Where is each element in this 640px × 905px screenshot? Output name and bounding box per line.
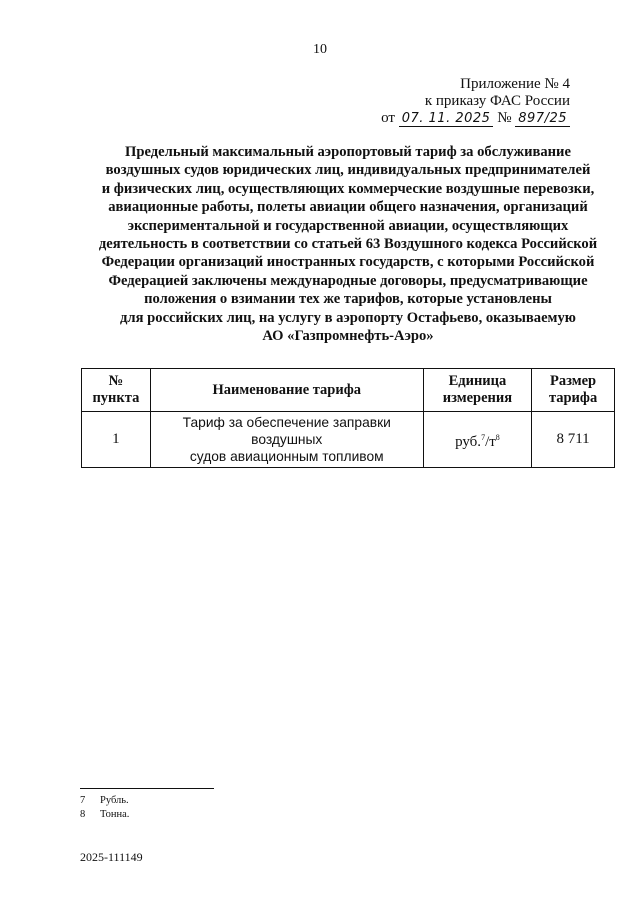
unit-main: руб. bbox=[455, 433, 482, 450]
footnote-item bbox=[80, 808, 129, 822]
row-unit bbox=[423, 412, 531, 468]
unit-separator: /т bbox=[485, 433, 496, 450]
title-line: Федерацией заключены международные договоры, предусматривающие bbox=[108, 272, 588, 289]
header-number-word: пункта bbox=[92, 390, 140, 406]
footnote-number: 7 bbox=[80, 795, 86, 806]
footnote-item bbox=[80, 794, 129, 808]
from-label: от bbox=[381, 110, 395, 126]
title-line: воздушных судов юридических лиц, индивидуальных предпринимателей bbox=[105, 162, 591, 179]
title-line: Федерации организаций иностранных государств, с которыми Российской bbox=[101, 254, 595, 271]
number-label: № bbox=[497, 110, 512, 126]
header-tariff-name: Наименование тарифа bbox=[150, 369, 423, 412]
appendix-order-ref: к приказу ФАС России bbox=[424, 93, 570, 109]
title-line: Предельный максимальный аэропортовый тариф за обслуживание bbox=[125, 144, 571, 160]
header-size-line2: тарифа bbox=[548, 390, 598, 406]
document-title bbox=[80, 143, 616, 345]
page-number: 10 bbox=[313, 42, 327, 57]
header-size bbox=[532, 369, 615, 412]
header-unit bbox=[423, 369, 531, 412]
title-line: для российских лиц, на услугу в аэропорту Остафьево, оказываемую bbox=[120, 309, 576, 326]
header-number-symbol: № bbox=[108, 373, 124, 389]
title-line: авиационные работы, полеты авиации общего назначения, организаций bbox=[108, 199, 588, 216]
footnote-text: Рубль. bbox=[100, 795, 129, 806]
order-number-handwritten: 897/25 bbox=[515, 111, 570, 127]
row-tariff-name-line2: судов авиационным топливом bbox=[189, 449, 384, 464]
row-tariff-name bbox=[150, 412, 423, 468]
tariff-table bbox=[81, 368, 615, 468]
unit-footnote-ref-7: 7 bbox=[481, 432, 486, 442]
document-code: 2025-111149 bbox=[80, 850, 143, 864]
title-line: экспериментальной и государственной авиации, осуществляющих bbox=[127, 217, 569, 234]
header-size-line1: Размер bbox=[550, 373, 597, 389]
unit-footnote-ref-8: 8 bbox=[495, 432, 500, 442]
header-unit-line2: измерения bbox=[442, 390, 513, 406]
footnote-number: 8 bbox=[80, 809, 86, 820]
title-line: АО «Газпромнефть-Аэро» bbox=[262, 328, 434, 345]
footnotes bbox=[80, 794, 129, 822]
row-tariff-name-line1: Тариф за обеспечение заправки воздушных bbox=[182, 415, 391, 447]
appendix-title: Приложение № 4 bbox=[460, 76, 570, 92]
table-header-row bbox=[82, 369, 615, 412]
appendix-order-line bbox=[381, 110, 570, 127]
row-tariff-value: 8 711 bbox=[532, 412, 615, 468]
order-date-handwritten: 07. 11. 2025 bbox=[399, 111, 494, 127]
footnote-divider bbox=[80, 788, 214, 789]
header-number bbox=[82, 369, 151, 412]
footnote-text: Тонна. bbox=[100, 809, 130, 820]
title-line: деятельность в соответствии со статьей 63 Воздушного кодекса Российской bbox=[98, 236, 598, 253]
table-row bbox=[82, 412, 615, 468]
appendix-header bbox=[381, 76, 570, 127]
row-number: 1 bbox=[82, 412, 151, 468]
header-unit-line1: Единица bbox=[448, 373, 507, 389]
title-line: положения о взимании тех же тарифов, которые установлены bbox=[144, 291, 552, 308]
title-line: и физических лиц, осуществляющих коммерческие воздушные перевозки, bbox=[101, 180, 595, 197]
